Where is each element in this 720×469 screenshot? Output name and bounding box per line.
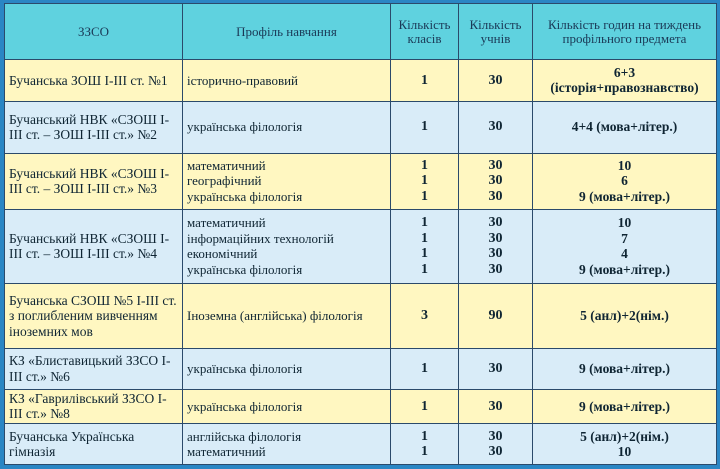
students-cell — [459, 60, 533, 102]
classes-cell — [391, 101, 459, 153]
students-count: 30 — [488, 398, 503, 414]
classes-count: 1 — [421, 261, 428, 277]
classes-cell — [391, 153, 459, 209]
header-profile: Профіль навчання — [183, 4, 391, 60]
hours-cell — [533, 209, 717, 283]
classes-cell — [391, 283, 459, 348]
hours-cell — [533, 60, 717, 102]
students-cell — [459, 348, 533, 389]
classes-count: 1 — [421, 230, 428, 246]
classes-count: 1 — [421, 361, 428, 377]
hours-cell — [533, 348, 717, 389]
hours-value: 9 (мова+літер.) — [578, 361, 671, 377]
profile-education-table — [4, 3, 717, 465]
students-count: 30 — [488, 119, 503, 135]
classes-cell — [391, 389, 459, 424]
classes-cell — [391, 209, 459, 283]
school-name: КЗ «Блиставицький ЗЗСО І-ІІІ ст.» №6 — [9, 353, 171, 384]
students-count: 30 — [488, 173, 503, 189]
classes-count: 1 — [421, 188, 428, 204]
school-cell — [5, 209, 183, 283]
profile-name: математичний — [187, 444, 266, 460]
hours-cell — [533, 283, 717, 348]
header-students: Кількість учнів — [459, 4, 533, 60]
profile-cell — [183, 283, 391, 348]
hours-value: 7 — [621, 230, 628, 246]
classes-count: 1 — [421, 72, 428, 88]
table-row — [5, 101, 717, 153]
students-count: 30 — [488, 188, 503, 204]
classes-count: 3 — [421, 308, 428, 324]
students-count: 30 — [488, 361, 503, 377]
hours-value: 10 — [617, 157, 632, 173]
students-cell — [459, 153, 533, 209]
classes-count: 1 — [421, 246, 428, 262]
profile-name: українська філологія — [187, 119, 303, 135]
profile-name: математичний — [187, 157, 266, 173]
profile-name: українська філологія — [187, 361, 303, 377]
profile-cell — [183, 153, 391, 209]
profile-name: економічний — [187, 246, 258, 262]
hours-value: 9 (мова+літер.) — [578, 188, 671, 204]
school-cell — [5, 153, 183, 209]
hours-cell — [533, 153, 717, 209]
profile-name: історично-правовий — [187, 72, 299, 88]
profile-name: англійська філологія — [187, 428, 302, 444]
school-name: Бучанська СЗОШ №5 І-ІІІ ст. з поглибленим вивченням іноземних мов — [9, 292, 177, 339]
classes-count: 1 — [421, 444, 428, 460]
hours-cell — [533, 389, 717, 424]
school-cell — [5, 60, 183, 102]
students-count: 30 — [488, 215, 503, 231]
hours-value: 10 — [617, 444, 632, 460]
hours-value: 4 — [621, 246, 628, 262]
hours-value: 5 (анл)+2(нім.) — [580, 308, 669, 324]
hours-value: 9 (мова+літер.) — [578, 261, 671, 277]
students-count: 30 — [488, 157, 503, 173]
header-classes: Кількість класів — [391, 4, 459, 60]
school-cell — [5, 389, 183, 424]
profile-name: Іноземна (англійська) філологія — [187, 308, 363, 324]
students-cell — [459, 283, 533, 348]
students-cell — [459, 209, 533, 283]
table-row — [5, 424, 717, 465]
classes-count: 1 — [421, 173, 428, 189]
classes-count: 1 — [421, 215, 428, 231]
profile-cell — [183, 60, 391, 102]
classes-count: 1 — [421, 398, 428, 414]
profile-cell — [183, 101, 391, 153]
classes-count: 1 — [421, 119, 428, 135]
profile-cell — [183, 389, 391, 424]
hours-value: 6 — [621, 173, 628, 189]
table-row — [5, 348, 717, 389]
hours-value: 6+3 — [613, 64, 636, 80]
profile-name: математичний — [187, 215, 266, 231]
classes-cell — [391, 60, 459, 102]
school-name: КЗ «Гаврилівський ЗЗСО І-ІІІ ст.» №8 — [9, 390, 167, 422]
school-name: Бучанська ЗОШ І-ІІІ ст. №1 — [9, 72, 168, 88]
students-count: 30 — [488, 444, 503, 460]
table-row — [5, 153, 717, 209]
table-row — [5, 60, 717, 102]
header-hours: Кількість годин на тиждень профільного предмета — [533, 4, 717, 60]
profile-name: українська філологія — [187, 188, 303, 204]
table-row — [5, 283, 717, 348]
hours-value: (історія+правознавство) — [550, 80, 699, 96]
students-cell — [459, 424, 533, 465]
hours-cell — [533, 424, 717, 465]
classes-cell — [391, 348, 459, 389]
profile-cell — [183, 209, 391, 283]
classes-count: 1 — [421, 157, 428, 173]
table-row — [5, 209, 717, 283]
school-name: Бучанський НВК «СЗОШ І-ІІІ ст. – ЗОШ І-ІІІ ст.» №2 — [9, 111, 170, 143]
profile-name: українська філологія — [187, 398, 303, 414]
hours-value: 4+4 (мова+літер.) — [571, 119, 678, 135]
school-cell — [5, 424, 183, 465]
students-count: 30 — [488, 230, 503, 246]
school-cell — [5, 101, 183, 153]
students-cell — [459, 389, 533, 424]
school-cell — [5, 348, 183, 389]
classes-cell — [391, 424, 459, 465]
hours-value: 5 (анл)+2(нім.) — [580, 428, 669, 444]
classes-count: 1 — [421, 428, 428, 444]
header-school: ЗЗСО — [5, 4, 183, 60]
students-count: 30 — [488, 246, 503, 262]
hours-cell — [533, 101, 717, 153]
hours-value: 10 — [617, 215, 632, 231]
students-count: 90 — [488, 308, 503, 324]
profile-cell — [183, 424, 391, 465]
students-count: 30 — [488, 261, 503, 277]
students-count: 30 — [488, 72, 503, 88]
profile-name: українська філологія — [187, 261, 303, 277]
school-cell — [5, 283, 183, 348]
profile-name: інформаційних технологій — [187, 230, 334, 246]
school-name: Бучанський НВК «СЗОШ І-ІІІ ст. – ЗОШ І-ІІІ ст.» №3 — [9, 165, 170, 197]
profile-cell — [183, 348, 391, 389]
table-row — [5, 389, 717, 424]
header-row — [5, 4, 717, 60]
school-name: Бучанська Українська гімназія — [9, 428, 135, 460]
students-cell — [459, 101, 533, 153]
school-name: Бучанський НВК «СЗОШ І-ІІІ ст. – ЗОШ І-ІІІ ст.» №4 — [9, 230, 170, 262]
hours-value: 9 (мова+літер.) — [578, 398, 671, 414]
students-count: 30 — [488, 428, 503, 444]
profile-name: географічний — [187, 173, 262, 189]
